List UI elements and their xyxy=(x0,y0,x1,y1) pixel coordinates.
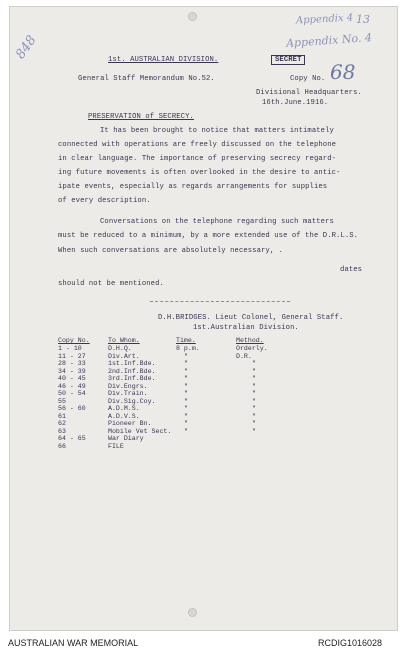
recipient-cell: A.D.M.S. xyxy=(108,405,140,412)
time-cell: 8 p.m. xyxy=(176,345,200,352)
division-heading: 1st. AUSTRALIAN DIVISION. xyxy=(108,56,219,64)
copy-number-cell: 1 - 10 xyxy=(58,345,82,352)
subject-heading: PRESERVATION of SECRECY. xyxy=(88,113,194,121)
copy-number-cell: 50 - 54 xyxy=(58,390,86,397)
punch-hole xyxy=(188,608,197,617)
method-cell: " xyxy=(252,390,256,397)
archive-id: RCDIG1016028 xyxy=(318,638,383,648)
margin-annotation: 848 xyxy=(13,33,40,62)
para1-line: It has been brought to notice that matters intimately xyxy=(100,127,334,135)
secret-stamp: SECRET xyxy=(271,55,305,65)
time-cell: " xyxy=(184,390,188,397)
date-line: 16th.June.1916. xyxy=(262,99,329,107)
para2-line: When such conversations are absolutely necessary, . xyxy=(58,247,284,255)
appendix-annotation-top: Appendix 4 xyxy=(295,12,354,27)
recipient-cell: 2nd.Inf.Bde. xyxy=(108,367,156,375)
recipient-cell: War Diary xyxy=(108,435,144,442)
time-cell: " xyxy=(184,382,188,390)
recipient-cell: Div.Train. xyxy=(108,390,148,397)
copy-number-cell: 63 xyxy=(58,427,66,435)
copy-number-cell: 64 - 65 xyxy=(58,435,86,442)
time-cell: " xyxy=(184,360,188,367)
method-cell: " xyxy=(252,382,256,390)
method-cell: " xyxy=(252,397,256,405)
copy-number-cell: 28 - 33 xyxy=(58,360,86,367)
recipient-cell: D.H.Q. xyxy=(108,345,132,352)
method-cell: " xyxy=(252,420,256,427)
recipient-cell: Mobile Vet Sect. xyxy=(108,427,172,435)
recipient-cell: A.D.V.S. xyxy=(108,412,140,420)
signature-line: D.H.BRIDGES. Lieut Colonel, General Staff. xyxy=(158,314,344,322)
separator-line xyxy=(150,301,290,302)
time-cell: " xyxy=(184,412,188,420)
method-cell: Orderly. xyxy=(236,345,268,352)
method-cell: " xyxy=(252,375,256,382)
para2-line: must be reduced to a minimum, by a more extended use of the D.R.L.S. xyxy=(58,232,359,240)
copy-number-cell: 55 xyxy=(58,397,66,405)
column-header: Copy No. xyxy=(58,337,90,344)
recipient-cell: Div.Sig.Coy. xyxy=(108,397,156,405)
method-cell: " xyxy=(252,405,256,412)
time-cell: " xyxy=(184,367,188,375)
column-header: To Whom. xyxy=(108,337,140,344)
copy-number-cell: 40 - 45 xyxy=(58,375,86,382)
copy-number-handwritten: 68 xyxy=(330,60,356,84)
recipient-cell: Pioneer Bn. xyxy=(108,420,152,427)
copy-number-cell: 34 - 39 xyxy=(58,367,86,375)
punch-hole xyxy=(188,12,197,21)
memo-title: General Staff Memorandum No.52. xyxy=(78,75,215,83)
copy-number-cell: 11 - 27 xyxy=(58,352,86,360)
para2-dates: dates xyxy=(340,266,363,274)
para2-line: should not be mentioned. xyxy=(58,280,164,288)
time-cell: " xyxy=(184,405,188,412)
recipient-cell: 3rd.Inf.Bde. xyxy=(108,375,156,382)
column-header: Method. xyxy=(236,337,264,344)
hq-line: Divisional Headquarters. xyxy=(256,89,362,97)
time-cell: " xyxy=(184,420,188,427)
para2-line: Conversations on the telephone regarding such matters xyxy=(100,218,334,226)
time-cell: " xyxy=(184,352,188,360)
appendix-annotation: Appendix No. 4 xyxy=(285,31,373,50)
para1-line: ing future movements is often overlooked in the desire to antic- xyxy=(58,169,341,177)
time-cell: " xyxy=(184,427,188,435)
para1-line: in clear language. The importance of preserving secrecy regard- xyxy=(58,155,337,163)
copy-number-cell: 56 - 60 xyxy=(58,405,86,412)
method-cell: " xyxy=(252,367,256,375)
copy-number-cell: 66 xyxy=(58,442,66,450)
recipient-cell: Div.Engrs. xyxy=(108,382,148,390)
recipient-cell: FILE xyxy=(108,442,124,450)
para1-line: ipate events, especially as regards arrangements for supplies xyxy=(58,183,328,191)
copy-label: Copy No. xyxy=(290,75,326,83)
copy-number-cell: 62 xyxy=(58,420,66,427)
recipient-cell: Div.Art. xyxy=(108,352,140,360)
para1-line: of every description. xyxy=(58,197,151,205)
time-cell: " xyxy=(184,397,188,405)
copy-number-cell: 61 xyxy=(58,412,66,420)
copy-number-cell: 46 - 49 xyxy=(58,382,86,390)
signature-line: 1st.Australian Division. xyxy=(193,324,299,332)
method-cell: " xyxy=(252,427,256,435)
archive-credit: AUSTRALIAN WAR MEMORIAL xyxy=(8,638,139,648)
method-cell: " xyxy=(252,412,256,420)
method-cell: D.R. xyxy=(236,352,252,360)
time-cell: " xyxy=(184,375,188,382)
column-header: Time. xyxy=(176,337,196,344)
para1-line: connected with operations are freely discussed on the telephone xyxy=(58,141,337,149)
page-number-annotation: 13 xyxy=(356,13,370,26)
method-cell: " xyxy=(252,360,256,367)
recipient-cell: 1st.Inf.Bde. xyxy=(108,360,156,367)
